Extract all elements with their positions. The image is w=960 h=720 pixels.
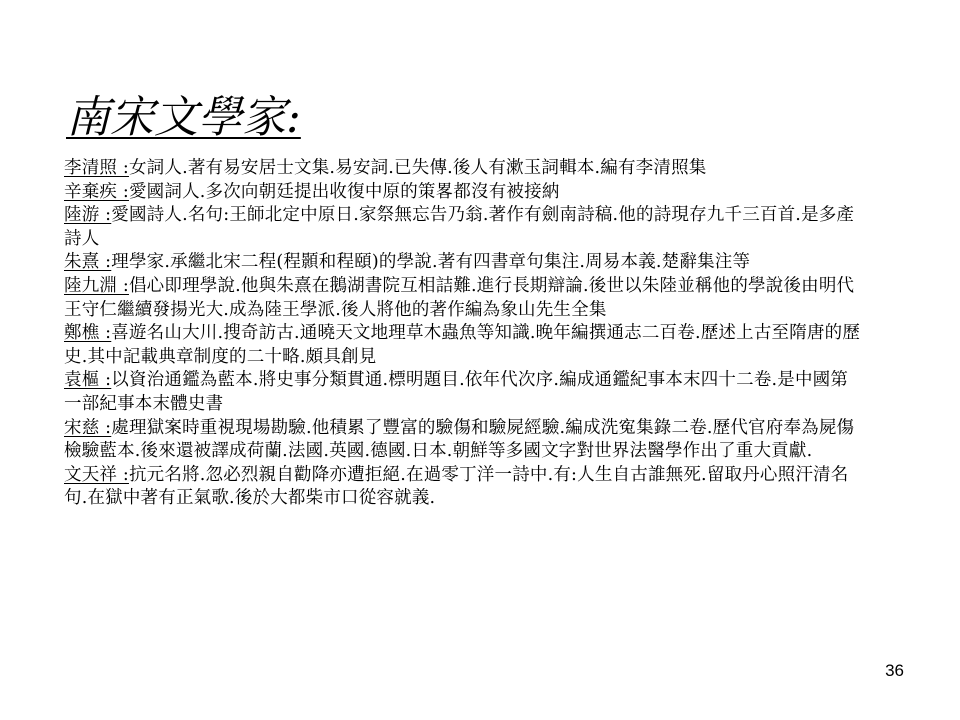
list-item-yuan-shu [64, 369, 864, 416]
page-number: 36 [885, 661, 904, 680]
writer-name: 朱熹 : [64, 252, 112, 273]
list-item-li-qingzhao [64, 157, 864, 181]
list-item-xin-qiji [64, 181, 864, 205]
writer-description: 理學家.承繼北宋二程(程顥和程頤)的學說.著有四書章句集注.周易本義.楚辭集注等 [111, 252, 751, 273]
list-item-lu-you [64, 204, 864, 251]
writer-description: 女詞人.著有易安居士文集.易安詞.已失傳.後人有漱玉詞輯本.編有李清照集 [128, 158, 707, 178]
writer-name: 文天祥 : [64, 464, 129, 485]
writer-description: 處理獄案時重視現場勘驗.他積累了豐富的驗傷和驗屍經驗.編成洗寃集錄二卷.歷代官府奉為屍傷檢驗藍本.後來還被譯成荷蘭.法國.英國.德國.日本.朝鮮等多國文字對世界法醫學作出了重大貢獻. [64, 417, 855, 462]
list-item-zhu-xi [64, 251, 864, 275]
writer-name: 李清照 : [64, 158, 129, 178]
list-item-lu-jiuyuan [64, 275, 864, 322]
writer-name: 陸九淵 : [64, 275, 129, 296]
writer-description: 倡心即理學說.他與朱熹在鵝湖書院互相詰難.進行長期辯論.後世以朱陸並稱他的學說後由明代王守仁繼續發揚光大.成為陸王學派.後人將他的著作編為象山先生全集 [64, 275, 855, 320]
slide-title: 南宋文學家: [66, 92, 301, 143]
list-item-wen-tianxiang [64, 464, 864, 511]
writer-description: 愛國詩人.名句:王師北定中原日.家祭無忘告乃翁.著作有劍南詩稿.他的詩現存九千三百首.是多產詩人 [64, 205, 855, 249]
list-item-zheng-qiao [64, 322, 864, 369]
writer-name: 宋慈 : [64, 417, 112, 438]
writer-description: 抗元名將.忽必烈親自勸降亦遭拒絕.在過零丁洋一詩中.有:人生自古誰無死.留取丹心照汗清名句.在獄中著有正氣歌.後於大都柴市口從容就義. [64, 464, 849, 509]
writer-name: 鄭樵 : [64, 323, 112, 344]
writer-list [64, 157, 864, 511]
writer-name: 袁樞 : [64, 370, 112, 391]
writer-name: 辛棄疾 : [64, 181, 129, 202]
writer-name: 陸游 : [64, 205, 112, 226]
list-item-song-ci [64, 417, 864, 464]
writer-description: 以資治通鑑為藍本.將史事分類貫通.標明題目.依年代次序.編成通鑑紀事本末四十二卷.是中國第一部紀事本末體史書 [64, 370, 849, 414]
writer-description: 愛國詞人.多次向朝廷提出收復中原的策畧都沒有被接納 [128, 181, 560, 202]
writer-description: 喜遊名山大川.搜奇訪古.通曉天文地理草木蟲魚等知識.晚年編撰通志二百卷.歷述上古至隋唐的歷史.其中記載典章制度的二十略.頗具創見 [64, 323, 861, 367]
